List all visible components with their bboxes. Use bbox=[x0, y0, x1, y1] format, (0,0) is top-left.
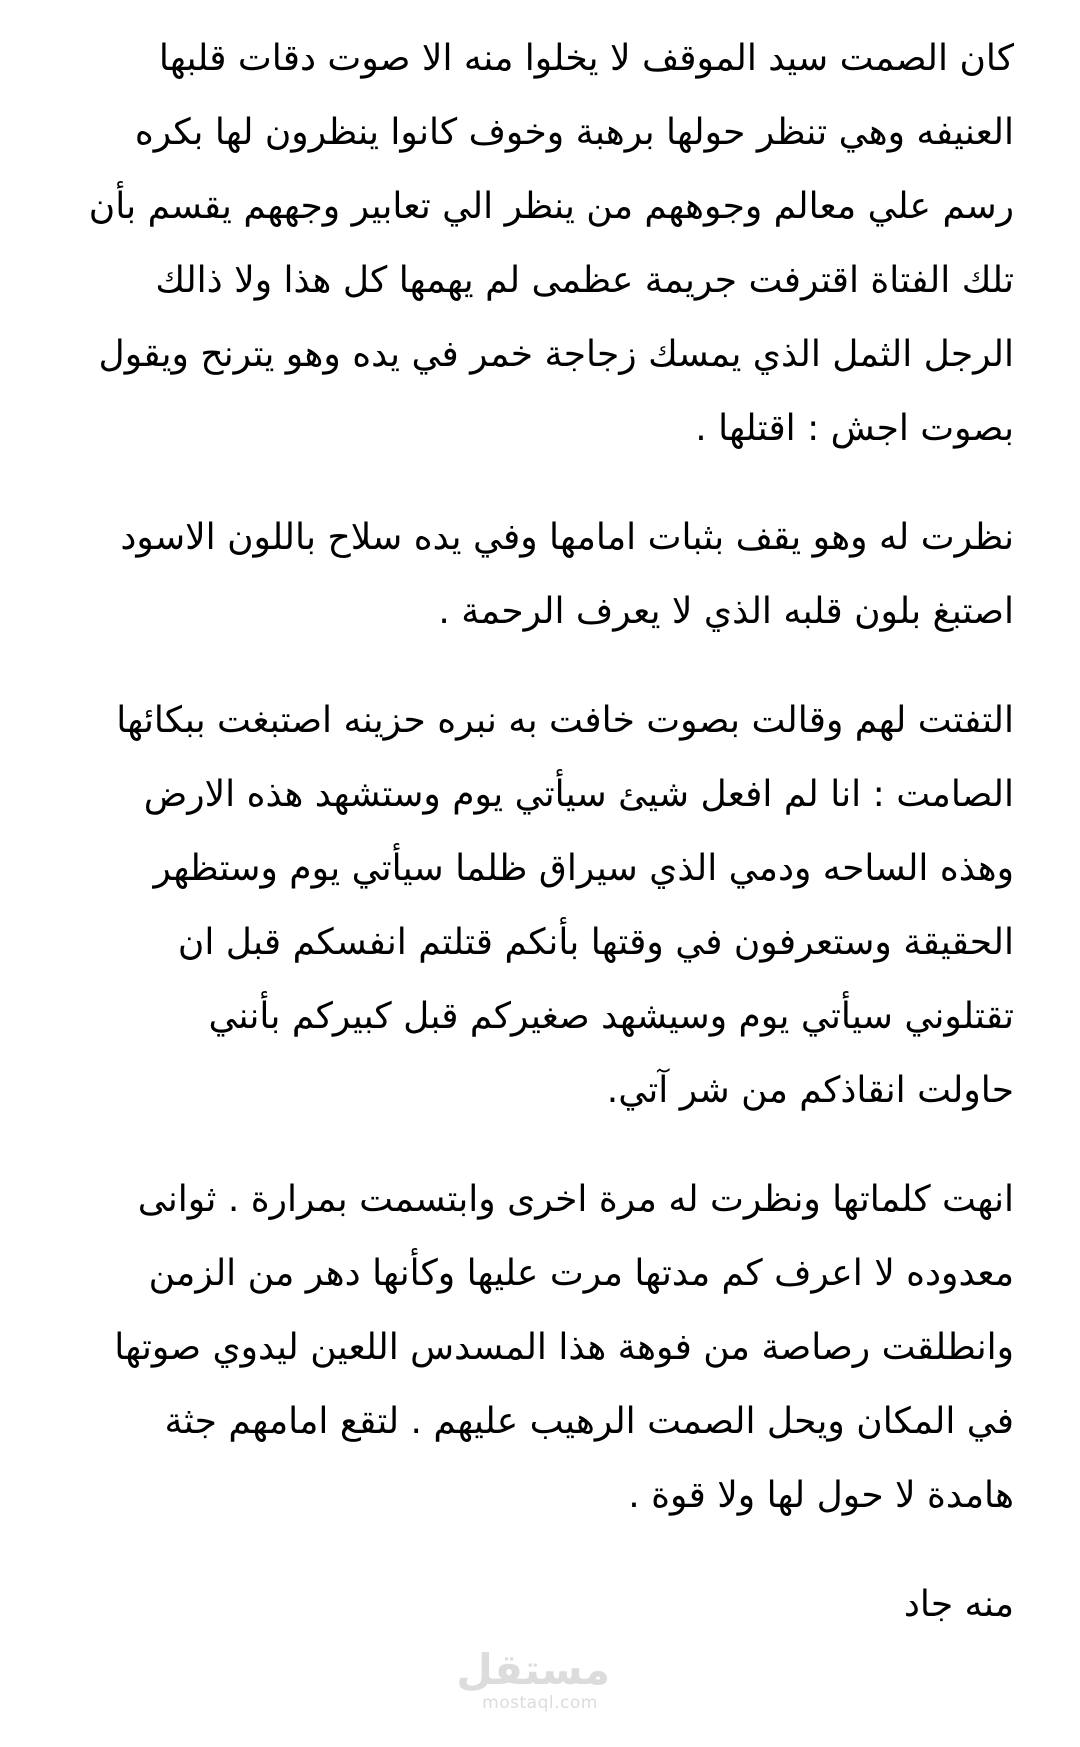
text-line: بصوت اجش : اقتلها . bbox=[695, 408, 1014, 449]
text-line: هامدة لا حول لها ولا قوة . bbox=[628, 1475, 1014, 1516]
text-line: كان الصمت سيد الموقف لا يخلوا منه الا صوت دقات قلبها bbox=[158, 38, 1014, 79]
text-line: التفتت لهم وقالت بصوت خافت به نبره حزينه اصتبغت ببكائها bbox=[116, 700, 1014, 741]
paragraph-1 bbox=[60, 22, 1014, 466]
text-line: العنيفه وهي تنظر حولها برهبة وخوف كانوا ينظرون لها بكره bbox=[134, 112, 1014, 153]
text-line: حاولت انقاذكم من شر آتي. bbox=[606, 1070, 1014, 1111]
paragraph-3 bbox=[60, 684, 1014, 1128]
paragraph-2 bbox=[60, 501, 1014, 649]
text-line: رسم علي معالم وجوههم من ينظر الي تعابير وجههم يقسم بأن bbox=[88, 186, 1014, 227]
author-signature bbox=[60, 1568, 1014, 1642]
text-line: الرجل الثمل الذي يمسك زجاجة خمر في يده وهو يترنح ويقول bbox=[98, 334, 1014, 375]
text-line: وانطلقت رصاصة من فوهة هذا المسدس اللعين ليدوي صوتها bbox=[114, 1327, 1014, 1368]
text-line: معدوده لا اعرف كم مدتها مرت عليها وكأنها دهر من الزمن bbox=[148, 1253, 1014, 1294]
text-line: انهت كلماتها ونظرت له مرة اخرى وابتسمت بمرارة . ثوانى bbox=[137, 1179, 1014, 1220]
text-line: تقتلوني سيأتي يوم وسيشهد صغيركم قبل كبيركم بأنني bbox=[208, 996, 1014, 1037]
story-document bbox=[60, 22, 1014, 1677]
text-line: وهذه الساحه ودمي الذي سيراق ظلما سيأتي يوم وستظهر bbox=[153, 848, 1014, 889]
text-line: تلك الفتاة اقترفت جريمة عظمى لم يهمها كل هذا ولا ذالك bbox=[155, 260, 1014, 301]
paragraph-4 bbox=[60, 1163, 1014, 1533]
signature-text: منه جاد bbox=[903, 1584, 1014, 1625]
text-line: في المكان ويحل الصمت الرهيب عليهم . لتقع امامهم جثة bbox=[164, 1401, 1014, 1442]
text-line: نظرت له وهو يقف بثبات امامها وفي يده سلاح باللون الاسود bbox=[120, 517, 1014, 558]
text-line: الصامت : انا لم افعل شيئ سيأتي يوم وستشهد هذه الارض bbox=[143, 774, 1014, 815]
text-line: الحقيقة وستعرفون في وقتها بأنكم قتلتم انفسكم قبل ان bbox=[177, 922, 1014, 963]
watermark-url: mostaql.com bbox=[482, 1693, 598, 1713]
watermark-logo-arabic: مستقل bbox=[456, 1645, 610, 1694]
text-line: اصتبغ بلون قلبه الذي لا يعرف الرحمة . bbox=[438, 591, 1014, 632]
